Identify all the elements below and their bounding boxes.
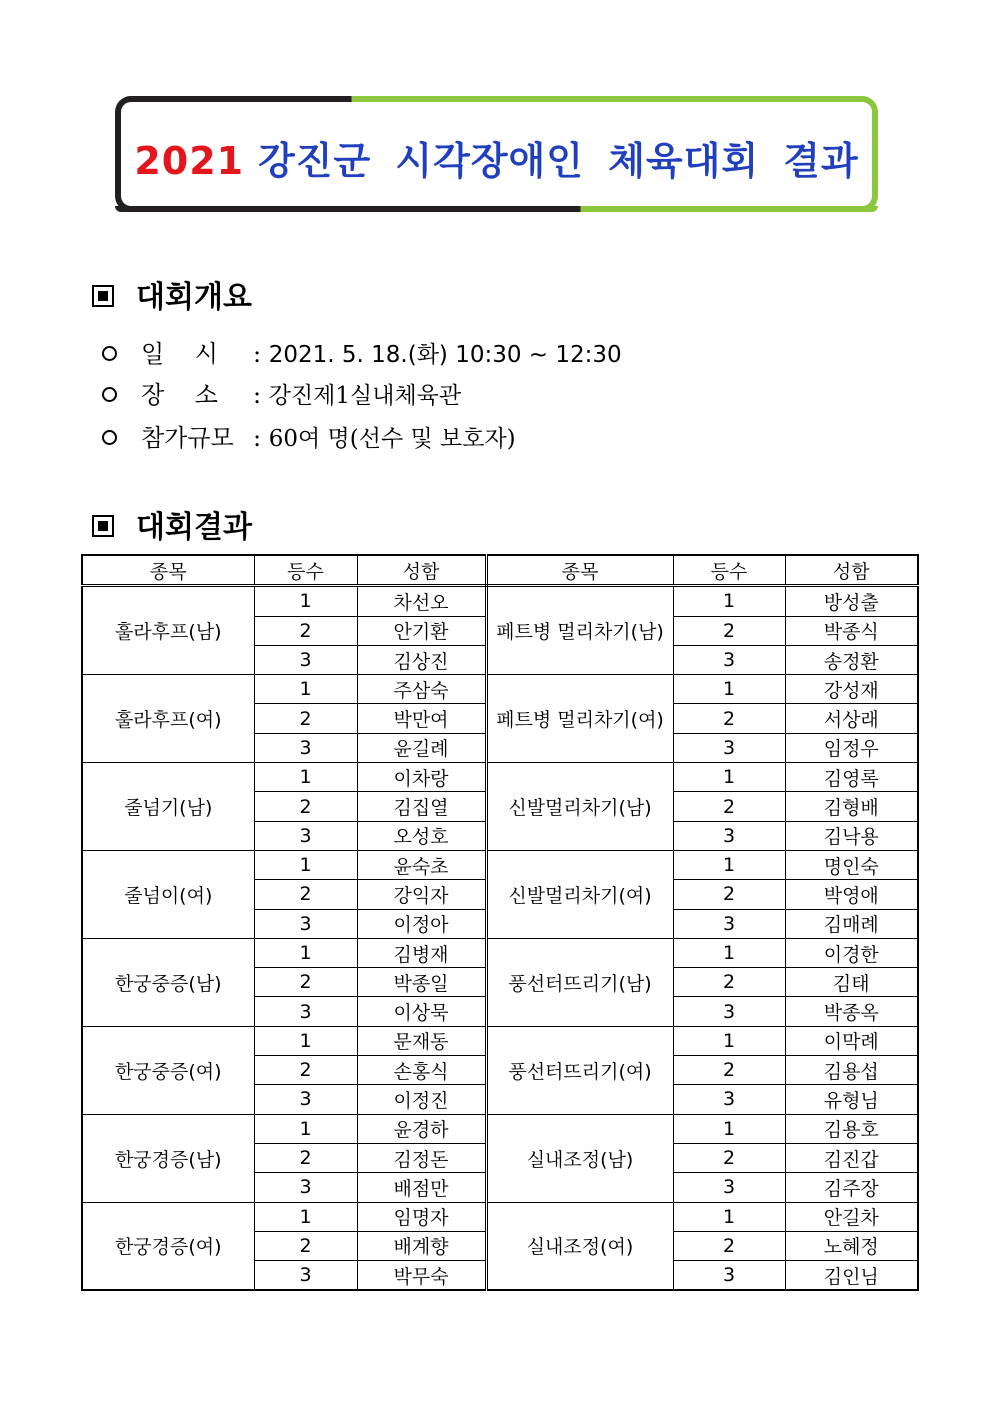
name-right-cell: 강성재 xyxy=(785,675,918,704)
event-right-cell: 풍선터뜨리기(남) xyxy=(486,938,673,1026)
name-right-cell: 노혜정 xyxy=(785,1231,918,1260)
title-banner xyxy=(115,96,878,212)
name-left-cell: 강익자 xyxy=(357,880,486,909)
overview-item-label: 참가규모 xyxy=(141,424,234,452)
circle-bullet-icon xyxy=(102,430,117,445)
header-name-right: 성함 xyxy=(785,555,918,586)
rank-right-cell: 2 xyxy=(673,792,785,821)
name-left-cell: 오성호 xyxy=(357,821,486,850)
rank-right-cell: 1 xyxy=(673,1026,785,1055)
overview-heading-label: 대회개요 xyxy=(136,280,252,315)
rank-left-cell: 3 xyxy=(254,1085,357,1114)
name-left-cell: 박종일 xyxy=(357,968,486,997)
table-row xyxy=(82,586,918,616)
table-row xyxy=(82,1026,918,1055)
table-row xyxy=(82,850,918,879)
event-left-cell: 줄넘기(남) xyxy=(82,763,254,851)
rank-right-cell: 3 xyxy=(673,1085,785,1114)
rank-right-cell: 1 xyxy=(673,938,785,967)
name-left-cell: 배점만 xyxy=(357,1173,486,1202)
overview-item-date xyxy=(102,334,622,369)
name-left-cell: 이상묵 xyxy=(357,997,486,1026)
event-right-cell: 풍선터뜨리기(여) xyxy=(486,1026,673,1114)
results-heading-label: 대회결과 xyxy=(136,510,252,545)
rank-left-cell: 2 xyxy=(254,616,357,645)
header-event-left: 종목 xyxy=(82,555,254,586)
overview-item-value: 2021. 5. 18.(화) 10:30 ~ 12:30 xyxy=(268,342,622,368)
event-left-cell: 줄넘이(여) xyxy=(82,850,254,938)
header-rank-left: 등수 xyxy=(254,555,357,586)
name-right-cell: 김진갑 xyxy=(785,1143,918,1172)
rank-right-cell: 1 xyxy=(673,675,785,704)
event-right-cell: 실내조정(남) xyxy=(486,1114,673,1202)
name-left-cell: 이정아 xyxy=(357,909,486,938)
overview-item-sep: : xyxy=(253,340,262,368)
event-right-cell: 실내조정(여) xyxy=(486,1202,673,1290)
rank-left-cell: 1 xyxy=(254,675,357,704)
header-event-right: 종목 xyxy=(486,555,673,586)
name-right-cell: 임정우 xyxy=(785,733,918,762)
rank-left-cell: 2 xyxy=(254,792,357,821)
name-right-cell: 김주장 xyxy=(785,1173,918,1202)
rank-left-cell: 3 xyxy=(254,821,357,850)
name-right-cell: 김용호 xyxy=(785,1114,918,1143)
rank-left-cell: 1 xyxy=(254,1026,357,1055)
event-left-cell: 한궁경증(여) xyxy=(82,1202,254,1290)
results-table xyxy=(81,554,919,1291)
title-year: 2021 xyxy=(134,139,245,183)
rank-right-cell: 3 xyxy=(673,733,785,762)
name-left-cell: 안기환 xyxy=(357,616,486,645)
rank-right-cell: 1 xyxy=(673,763,785,792)
name-left-cell: 윤길례 xyxy=(357,733,486,762)
name-left-cell: 김정돈 xyxy=(357,1143,486,1172)
results-body xyxy=(82,586,918,1291)
name-left-cell: 김집열 xyxy=(357,792,486,821)
name-right-cell: 김낙용 xyxy=(785,821,918,850)
overview-item-value: 강진제1실내체육관 xyxy=(268,383,462,409)
name-right-cell: 김인님 xyxy=(785,1261,918,1291)
event-right-cell: 신발멀리차기(남) xyxy=(486,763,673,851)
rank-left-cell: 2 xyxy=(254,1143,357,1172)
name-left-cell: 박만여 xyxy=(357,704,486,733)
name-left-cell: 차선오 xyxy=(357,586,486,616)
event-left-cell: 한궁중증(남) xyxy=(82,938,254,1026)
table-row xyxy=(82,1114,918,1143)
name-right-cell: 박종식 xyxy=(785,616,918,645)
overview-item-place xyxy=(102,375,461,410)
name-right-cell: 박영애 xyxy=(785,880,918,909)
rank-left-cell: 1 xyxy=(254,1114,357,1143)
name-left-cell: 이정진 xyxy=(357,1085,486,1114)
overview-item-value: 60여 명(선수 및 보호자) xyxy=(268,426,516,452)
name-right-cell: 명인숙 xyxy=(785,850,918,879)
rank-right-cell: 2 xyxy=(673,704,785,733)
overview-item-sep: : xyxy=(253,381,262,409)
rank-left-cell: 2 xyxy=(254,880,357,909)
event-right-cell: 신발멀리차기(여) xyxy=(486,850,673,938)
overview-heading xyxy=(92,272,252,316)
name-right-cell: 송정환 xyxy=(785,645,918,674)
rank-left-cell: 1 xyxy=(254,763,357,792)
rank-right-cell: 3 xyxy=(673,997,785,1026)
title-frame-bottom xyxy=(115,206,878,212)
rank-left-cell: 3 xyxy=(254,1261,357,1291)
name-right-cell: 김태 xyxy=(785,968,918,997)
rank-right-cell: 1 xyxy=(673,1202,785,1231)
name-right-cell: 김매례 xyxy=(785,909,918,938)
name-left-cell: 주삼숙 xyxy=(357,675,486,704)
results-heading xyxy=(92,502,252,546)
rank-left-cell: 3 xyxy=(254,1173,357,1202)
name-left-cell: 박무숙 xyxy=(357,1261,486,1291)
overview-item-scale xyxy=(102,418,516,453)
rank-right-cell: 3 xyxy=(673,1261,785,1291)
rank-left-cell: 1 xyxy=(254,1202,357,1231)
rank-right-cell: 3 xyxy=(673,821,785,850)
overview-item-label: 일 시 xyxy=(141,340,218,368)
rank-right-cell: 2 xyxy=(673,1056,785,1085)
rank-right-cell: 2 xyxy=(673,968,785,997)
header-rank-right: 등수 xyxy=(673,555,785,586)
rank-right-cell: 1 xyxy=(673,1114,785,1143)
circle-bullet-icon xyxy=(102,346,117,361)
name-right-cell: 방성출 xyxy=(785,586,918,616)
rank-left-cell: 3 xyxy=(254,909,357,938)
name-left-cell: 문재동 xyxy=(357,1026,486,1055)
rank-left-cell: 2 xyxy=(254,1231,357,1260)
rank-right-cell: 1 xyxy=(673,586,785,616)
event-right-cell: 페트병 멀리차기(여) xyxy=(486,675,673,763)
rank-left-cell: 2 xyxy=(254,968,357,997)
rank-left-cell: 1 xyxy=(254,586,357,616)
title-main: 강진군 시각장애인 체육대회 결과 xyxy=(258,139,859,183)
rank-left-cell: 3 xyxy=(254,997,357,1026)
rank-left-cell: 3 xyxy=(254,733,357,762)
table-row xyxy=(82,1202,918,1231)
rank-left-cell: 3 xyxy=(254,645,357,674)
table-header-row xyxy=(82,555,918,586)
event-left-cell: 훌라후프(남) xyxy=(82,586,254,675)
name-left-cell: 손홍식 xyxy=(357,1056,486,1085)
page-title xyxy=(115,130,878,185)
table-row xyxy=(82,938,918,967)
event-right-cell: 페트병 멀리차기(남) xyxy=(486,586,673,675)
rank-left-cell: 1 xyxy=(254,850,357,879)
name-right-cell: 김용섭 xyxy=(785,1056,918,1085)
rank-right-cell: 2 xyxy=(673,880,785,909)
rank-left-cell: 2 xyxy=(254,1056,357,1085)
rank-left-cell: 1 xyxy=(254,938,357,967)
name-left-cell: 이차랑 xyxy=(357,763,486,792)
square-bullet-icon xyxy=(92,285,114,307)
table-row xyxy=(82,675,918,704)
name-right-cell: 김형배 xyxy=(785,792,918,821)
event-left-cell: 훌라후프(여) xyxy=(82,675,254,763)
circle-bullet-icon xyxy=(102,387,117,402)
name-left-cell: 배계향 xyxy=(357,1231,486,1260)
name-left-cell: 윤경하 xyxy=(357,1114,486,1143)
rank-right-cell: 2 xyxy=(673,1143,785,1172)
name-left-cell: 김상진 xyxy=(357,645,486,674)
square-bullet-icon xyxy=(92,515,114,537)
name-left-cell: 윤숙초 xyxy=(357,850,486,879)
event-left-cell: 한궁중증(여) xyxy=(82,1026,254,1114)
rank-left-cell: 2 xyxy=(254,704,357,733)
name-right-cell: 서상래 xyxy=(785,704,918,733)
event-left-cell: 한궁경증(남) xyxy=(82,1114,254,1202)
name-right-cell: 유형님 xyxy=(785,1085,918,1114)
name-right-cell: 이경한 xyxy=(785,938,918,967)
rank-right-cell: 3 xyxy=(673,645,785,674)
overview-item-sep: : xyxy=(253,424,262,452)
name-left-cell: 김병재 xyxy=(357,938,486,967)
rank-right-cell: 3 xyxy=(673,909,785,938)
table-row xyxy=(82,763,918,792)
rank-right-cell: 1 xyxy=(673,850,785,879)
name-right-cell: 안길차 xyxy=(785,1202,918,1231)
header-name-left: 성함 xyxy=(357,555,486,586)
name-right-cell: 이막례 xyxy=(785,1026,918,1055)
name-right-cell: 김영록 xyxy=(785,763,918,792)
overview-item-label: 장 소 xyxy=(141,381,218,409)
rank-right-cell: 3 xyxy=(673,1173,785,1202)
name-right-cell: 박종옥 xyxy=(785,997,918,1026)
rank-right-cell: 2 xyxy=(673,1231,785,1260)
rank-right-cell: 2 xyxy=(673,616,785,645)
name-left-cell: 임명자 xyxy=(357,1202,486,1231)
